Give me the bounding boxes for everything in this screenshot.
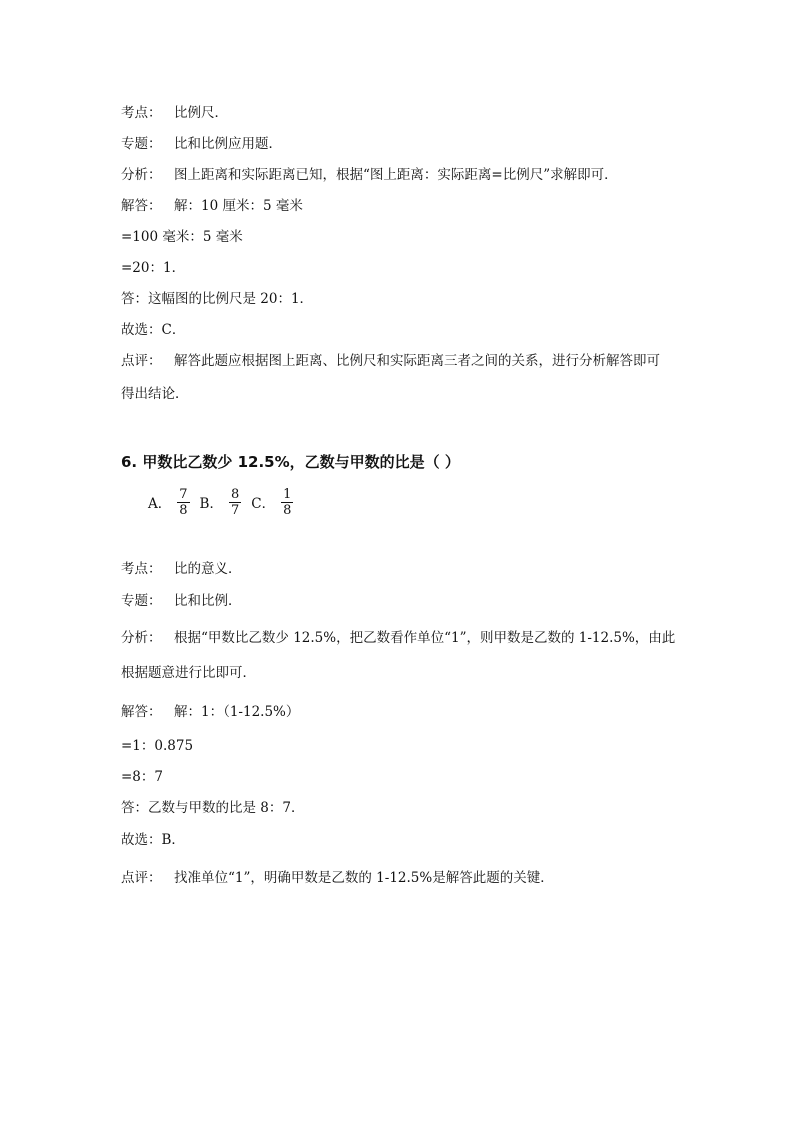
q5-fenxi-row — [121, 166, 618, 184]
q5-step1: =100 毫米：5 毫米 — [121, 229, 243, 245]
q5-kaodian-label: 考点： — [121, 105, 162, 121]
q6-dianping-label: 点评： — [121, 870, 162, 886]
q6-jieda-label: 解答： — [121, 704, 162, 720]
q6-step2: =8：7 — [121, 769, 163, 785]
q6-fenxi-text1: 根据“甲数比乙数少 12.5%，把乙数看作单位“1”，则甲数是乙数的 1-12.5%，由此 — [174, 630, 676, 646]
q5-zhuanti-label: 专题： — [121, 136, 162, 152]
q6-option-a-fraction — [177, 487, 189, 518]
q5-fenxi-text: 图上距离和实际距离已知，根据“图上距离：实际距离=比例尺”求解即可． — [174, 167, 618, 183]
q6-options — [148, 484, 303, 520]
q6-dianping-row — [121, 869, 554, 887]
q6-title: 6. 甲数比乙数少 12.5%，乙数与甲数的比是（ ） — [121, 453, 460, 471]
q5-choice: 故选：C． — [121, 322, 186, 338]
q6-option-b-letter: B． — [199, 496, 223, 512]
q6-option-a-letter: A． — [148, 496, 172, 512]
q5-step2: =20：1． — [121, 260, 186, 276]
q6-option-c — [251, 487, 293, 518]
q6-kaodian-label: 考点： — [121, 561, 162, 577]
q6-fenxi-text2: 根据题意进行比即可． — [121, 665, 256, 681]
q6-step1: =1：0.875 — [121, 738, 194, 754]
q5-zhuanti-row — [121, 135, 282, 153]
q6-zhuanti-row — [121, 592, 242, 610]
fraction-numerator: 1 — [283, 486, 292, 502]
q5-dianping-row — [121, 352, 660, 370]
fraction-numerator: 7 — [179, 486, 188, 502]
q5-zhuanti-text: 比和比例应用题． — [174, 136, 282, 152]
fraction-numerator: 8 — [230, 486, 240, 502]
q6-option-c-fraction — [281, 487, 293, 518]
q5-answer: 答：这幅图的比例尺是 20：1． — [121, 291, 314, 307]
q6-option-c-letter: C． — [251, 496, 276, 512]
fraction-denominator: 8 — [283, 502, 292, 518]
q6-answer: 答：乙数与甲数的比是 8：7． — [121, 800, 305, 816]
fraction-denominator: 7 — [230, 502, 240, 518]
q6-option-b — [200, 487, 242, 518]
q5-dianping-text2: 得出结论． — [121, 386, 189, 402]
q6-zhuanti-label: 专题： — [121, 593, 162, 609]
q6-choice: 故选：B． — [121, 832, 185, 848]
q6-dianping-text: 找准单位“1”，明确甲数是乙数的 1-12.5%是解答此题的关键． — [174, 870, 554, 886]
q5-kaodian-row — [121, 104, 228, 122]
q6-option-b-fraction — [229, 487, 241, 518]
q6-zhuanti-text: 比和比例． — [174, 593, 242, 609]
q5-kaodian-text: 比例尺． — [174, 105, 228, 121]
q6-fenxi-label: 分析： — [121, 630, 162, 646]
q6-fenxi-row — [121, 629, 675, 647]
fraction-denominator: 8 — [179, 502, 188, 518]
q5-jieda-row — [121, 197, 303, 215]
q5-jieda-text: 解：10 厘米：5 毫米 — [174, 198, 303, 214]
q5-dianping-label: 点评： — [121, 353, 162, 369]
q6-jieda-text: 解：1：（1-12.5%） — [174, 704, 300, 720]
q5-jieda-label: 解答： — [121, 198, 162, 214]
q5-fenxi-label: 分析： — [121, 167, 162, 183]
q6-jieda-row — [121, 703, 299, 721]
q6-option-a — [148, 487, 190, 518]
q5-dianping-text1: 解答此题应根据图上距离、比例尺和实际距离三者之间的关系，进行分析解答即可 — [174, 353, 660, 369]
q6-kaodian-text: 比的意义． — [174, 561, 242, 577]
q6-kaodian-row — [121, 560, 242, 578]
